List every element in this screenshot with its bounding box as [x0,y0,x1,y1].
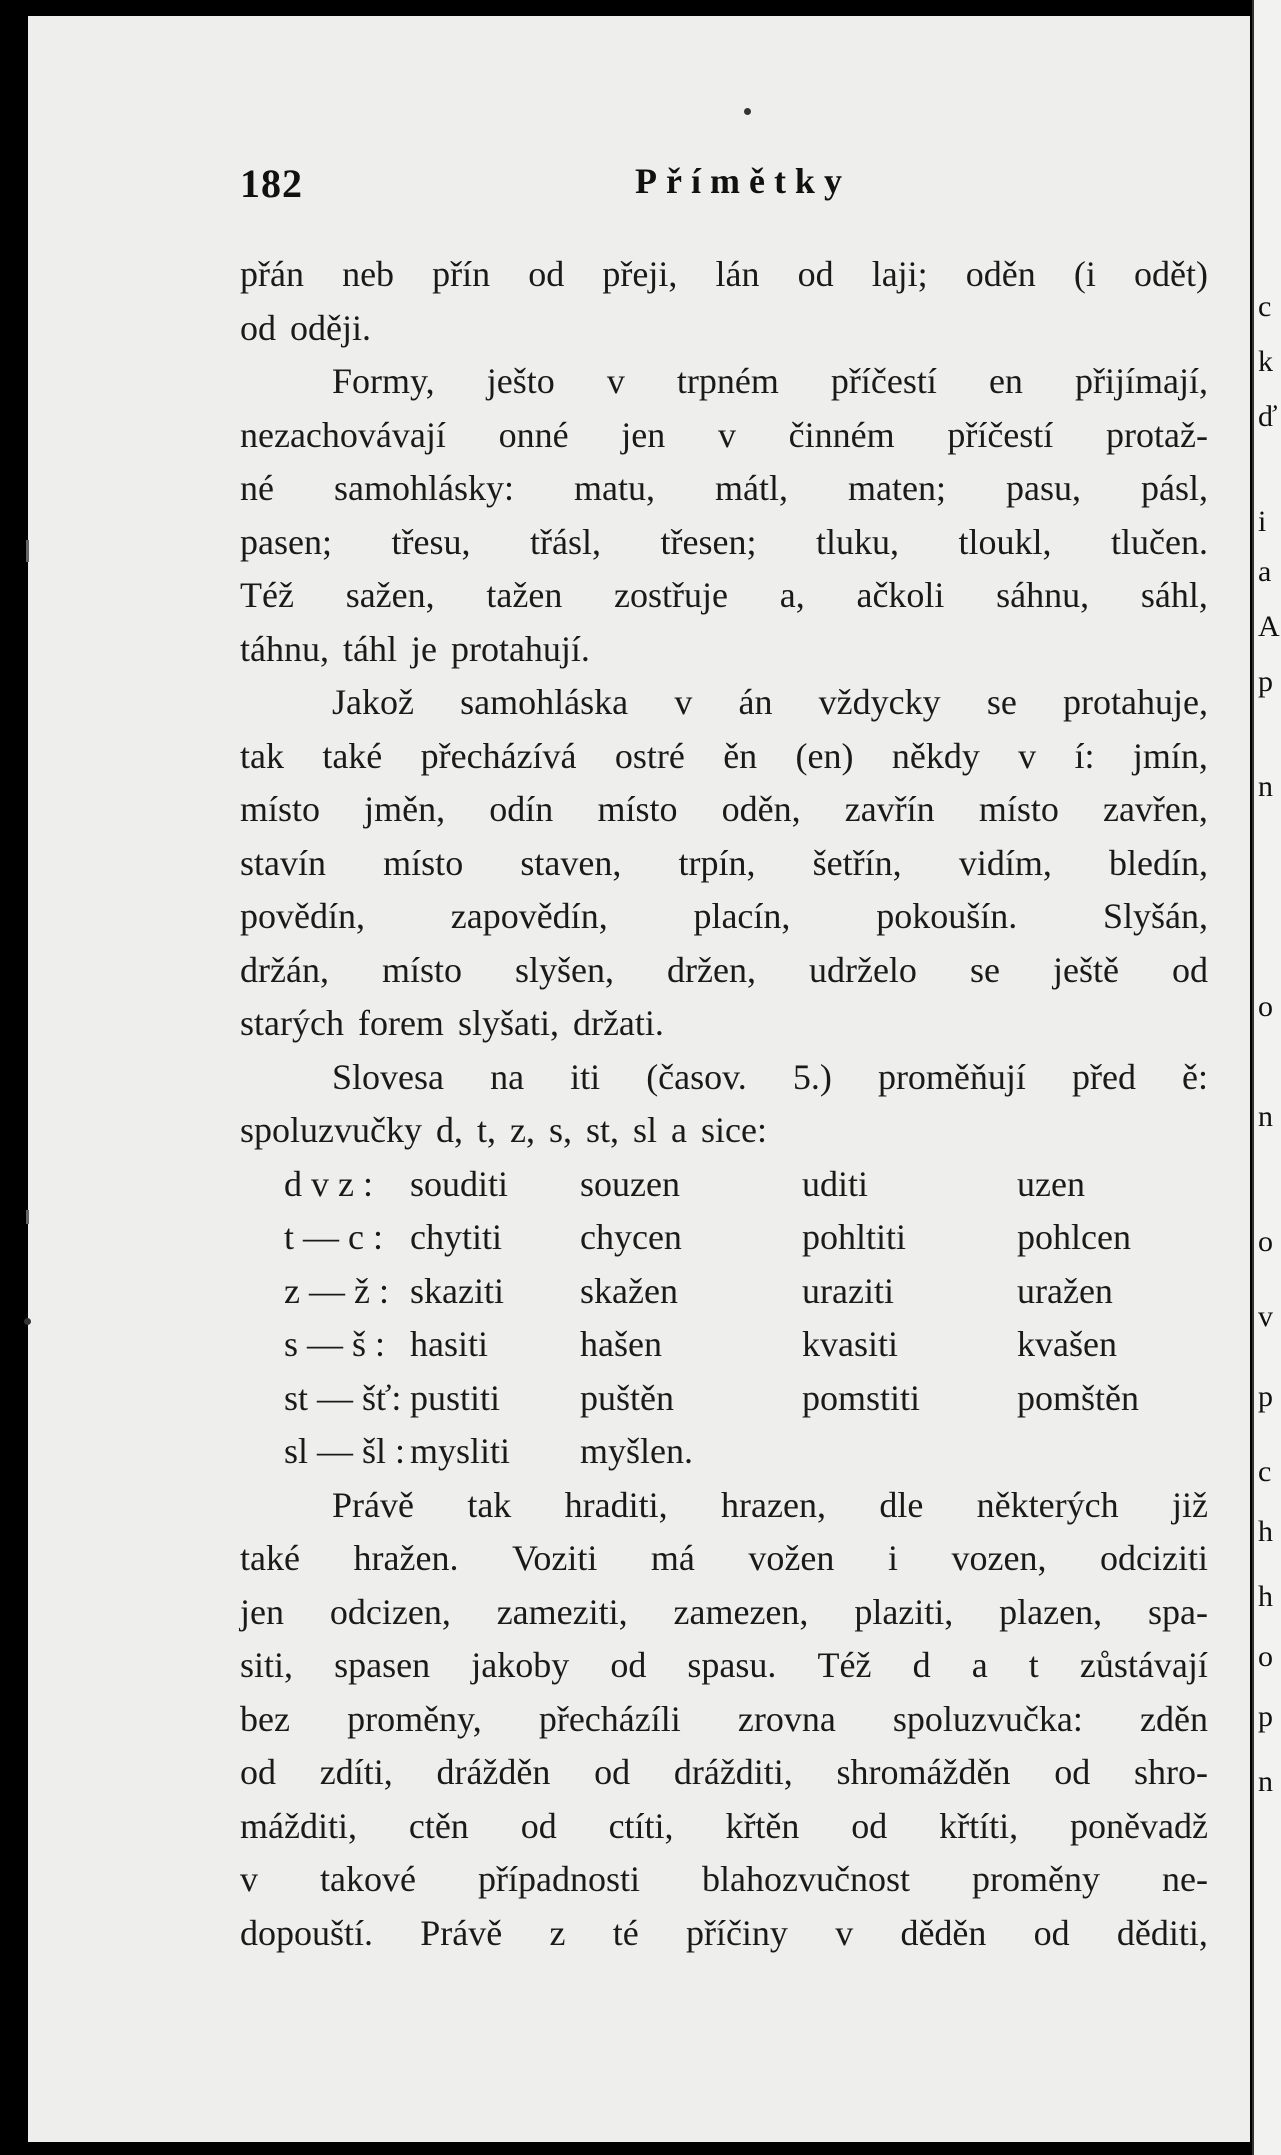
word: případnosti [478,1859,641,1899]
word: neb [342,254,395,294]
word: spoluzvučky [240,1110,422,1150]
word: forem [357,1003,444,1043]
word: 5.) [792,1056,832,1097]
word: placín, [693,896,791,936]
word: slyšen, [515,949,614,990]
word: zdíti, [319,1752,393,1792]
word: někdy [891,735,980,776]
word: vožen [748,1538,835,1578]
table-cell: souzen [580,1163,680,1204]
next-page-letter: p [1258,1380,1273,1413]
word: odciziti [1100,1538,1208,1578]
table-cell: puštěn [580,1377,674,1418]
word: né [240,468,274,508]
word: protaž- [1106,414,1208,455]
word: ctěn [408,1805,469,1846]
text-line [240,1800,1208,1854]
word: staven, [520,842,622,883]
word: sice: [701,1110,767,1150]
word: přán [240,254,304,294]
page-number: 182 [240,161,303,206]
next-page-letter: p [1258,665,1273,698]
word: drážditi, [673,1752,793,1792]
word: tloukl, [958,521,1052,562]
word: spa- [1148,1591,1208,1632]
text-line [240,1853,1208,1907]
table-cell: pustiti [410,1377,501,1418]
table-cell: uražen [1017,1270,1113,1311]
word: stavín [240,842,326,883]
word: od [1054,1752,1091,1792]
word: zostřuje [614,575,729,615]
next-page-letter: o [1258,1225,1273,1258]
word: a, [779,575,805,615]
word: držen, [667,949,756,990]
text-line [240,890,1208,944]
text-line [240,248,1208,302]
word: pokoušín. [876,896,1018,936]
word: (časov. [646,1056,747,1097]
word: zděn [1139,1698,1208,1739]
word: v [674,682,693,722]
table-cell: kvasiti [802,1324,898,1364]
text-line [240,302,1208,356]
word: ctíti, [608,1805,674,1846]
word: v [835,1912,854,1953]
table-cell: pomstiti [802,1377,921,1418]
word: ještě [1052,949,1119,990]
word: v [717,414,736,455]
word: Jakož [332,682,414,722]
word: pasu, [1005,468,1081,508]
table-cell: st — šť: [284,1377,402,1418]
word: jmín, [1132,735,1208,776]
text-line [240,1532,1208,1586]
word: místo [597,789,678,829]
word: laji; [871,254,928,294]
word: ačkoli [856,575,945,615]
table-cell: pohlcen [1017,1217,1131,1257]
word: onné [498,414,569,455]
word: od [528,254,565,294]
text-line [240,1693,1208,1747]
next-page-letter: v [1258,1300,1273,1333]
word: od [240,1752,276,1792]
word: samohlásky: [334,468,514,508]
word: již [1171,1484,1208,1525]
word: i [887,1538,898,1578]
table-cell: sl — šl : [284,1431,406,1471]
next-page-edge [1252,0,1281,2155]
text-line [240,623,1208,677]
word: táhl [342,628,397,669]
next-page-letter: h [1258,1580,1273,1613]
word: přijímají, [1075,361,1208,401]
word: třesen; [660,521,757,562]
word: slyšati, [457,1003,559,1043]
word: třásl, [529,521,601,562]
word: án [738,682,773,722]
next-page-letter: h [1258,1515,1273,1548]
word: drážděn [436,1752,551,1792]
word: je [410,628,437,669]
word: jen [621,414,666,455]
word: Formy, [332,361,435,401]
word: a [671,1110,687,1150]
word: se [969,949,1000,990]
text-line [240,1051,1208,1105]
word: d [912,1645,931,1685]
conjugation-table-row [240,1318,1208,1372]
word: oději. [290,307,371,348]
word: zapovědín, [450,896,608,936]
word: í: [1074,735,1095,776]
word: starých [240,1003,344,1043]
word: sáhnu, [996,575,1090,615]
word: jměn, [364,789,446,829]
word: tluku, [815,521,899,562]
table-cell [1017,1425,1217,1479]
word: spasu. [687,1645,777,1685]
word: od [594,1752,631,1792]
word: má [650,1538,695,1578]
word: před [1071,1056,1136,1097]
conjugation-table-row [240,1372,1208,1426]
text-line [240,783,1208,837]
left-edge-mark [26,540,29,562]
word: příčiny [685,1912,788,1953]
text-line [240,676,1208,730]
word: křtíti, [939,1805,1019,1846]
table-cell: skaziti [410,1270,504,1311]
table-cell: pohltiti [802,1217,907,1257]
word: příčestí [830,361,937,401]
word: od [240,307,276,348]
word: také [240,1538,300,1578]
text-line [240,1746,1208,1800]
word: spoluzvučka: [892,1698,1083,1739]
word: místo [240,789,321,829]
word: shro- [1133,1752,1208,1792]
word: udrželo [808,949,917,990]
word: matu, [574,468,655,508]
word: některých [976,1484,1119,1525]
word: sl [633,1110,658,1150]
word: ostré [614,735,685,776]
word: tlučen. [1111,521,1208,562]
word: zůstávají [1079,1645,1208,1685]
next-page-letter: A [1258,610,1280,643]
word: proměny, [347,1698,482,1739]
word: šetřín, [812,842,902,883]
word: činném [788,414,895,455]
word: přecházíli [538,1698,681,1739]
table-cell: uditi [802,1163,869,1204]
word: nezachovávají [240,414,446,455]
text-line [240,730,1208,784]
word: poněvadž [1070,1805,1208,1846]
next-page-letter: n [1258,1765,1273,1798]
next-page-letter: i [1258,505,1267,538]
word: zavřen, [1102,789,1208,829]
word: od [1171,949,1208,990]
word: iti [570,1056,601,1097]
table-cell: s — š : [284,1324,386,1364]
word: držati. [572,1003,664,1043]
next-page-letter: c [1258,290,1272,323]
word: ne- [1162,1859,1208,1899]
word: ěn [723,735,758,776]
word: bledín, [1109,842,1208,883]
word: Též [240,575,294,615]
word: t [1028,1645,1039,1685]
word: bez [240,1698,290,1739]
next-page-letter: ď [1258,400,1278,433]
word: mátl, [715,468,788,508]
table-cell: chycen [580,1217,682,1257]
word: protahuje, [1063,682,1208,722]
word: z [549,1912,566,1953]
word: dle [879,1484,924,1525]
word: zamezen, [673,1591,809,1632]
next-page-letter: p [1258,1700,1273,1733]
word: od [851,1805,888,1846]
word: v [606,361,625,401]
word: od [1033,1912,1070,1953]
word: protahují. [450,628,590,669]
word: a [971,1645,988,1685]
table-cell: myšlen. [580,1431,693,1471]
word: oděn, [721,789,801,829]
word: tažen [486,575,563,615]
table-cell: chytiti [410,1217,502,1257]
word: proměňují [877,1056,1026,1097]
word: vždycky [818,682,941,722]
table-cell: z — ž : [284,1270,389,1311]
text-line [240,516,1208,570]
word: mážditi, [240,1805,357,1846]
left-edge-mark [26,1210,29,1224]
word: zavřín [844,789,935,829]
ink-speck [24,1318,31,1325]
ink-speck [744,108,751,115]
word: trpín, [678,842,756,883]
word: hražen. [353,1538,459,1578]
word: vozen, [951,1538,1047,1578]
word: se [986,682,1017,722]
next-page-letter: a [1258,555,1272,588]
word: vidím, [958,842,1052,883]
text-line [240,944,1208,998]
word: maten; [848,468,946,508]
word: oděn [965,254,1036,294]
word: od [610,1645,647,1685]
word: Voziti [512,1538,598,1578]
word: tak [467,1484,512,1525]
table-cell: skažen [580,1270,678,1311]
next-page-letter: o [1258,990,1273,1023]
word: držán, [240,949,329,990]
word: v [240,1859,258,1899]
word: povědín, [240,896,365,936]
word: ješto [486,361,555,401]
word: proměny [972,1859,1100,1899]
word: třesu, [391,521,471,562]
word: odět) [1134,254,1208,294]
word: přeji, [602,254,678,294]
word: plazen, [999,1591,1103,1632]
table-cell: d v z : [284,1163,373,1204]
word: přín [432,254,491,294]
word: lán [715,254,760,294]
next-page-letter: o [1258,1640,1273,1673]
word: (en) [795,735,854,776]
word: sáhl, [1140,575,1208,615]
word: odcizen, [329,1591,451,1632]
text-line [240,1479,1208,1533]
word: dopouští. [240,1912,374,1953]
text-line [240,1639,1208,1693]
table-cell: t — c : [284,1217,383,1257]
word: takové [320,1859,416,1899]
word: blahozvučnost [702,1859,910,1899]
table-cell: hasiti [410,1324,488,1364]
word: sažen, [345,575,435,615]
text-line [240,409,1208,463]
conjugation-table-row [240,1158,1208,1212]
word: (i [1073,254,1096,294]
table-cell: kvašen [1017,1324,1117,1364]
word: jen [240,1591,284,1632]
text-line [240,997,1208,1051]
conjugation-table-row [240,1211,1208,1265]
word: Též [817,1645,872,1685]
word: místo [381,949,462,990]
word: Právě [420,1912,503,1953]
word: odín [489,789,554,829]
running-title: Přímětky [635,161,851,201]
table-cell: hašen [580,1324,662,1364]
word: také [322,735,383,776]
text-line [240,462,1208,516]
word: samohláska [460,682,629,722]
table-cell: uzen [1017,1163,1085,1204]
conjugation-table-row [240,1425,1208,1479]
word: siti, [240,1645,294,1685]
word: místo [383,842,464,883]
text-line [240,1907,1208,1961]
text-line [240,355,1208,409]
word: Právě [332,1484,414,1525]
page-gutter-line [1252,0,1254,2155]
word: zrovna [737,1698,836,1739]
text-line [240,837,1208,891]
word: místo [978,789,1059,829]
word: spasen [334,1645,431,1685]
text-line [240,569,1208,623]
word: děděn [900,1912,987,1953]
word: od [520,1805,557,1846]
word: hrazen, [721,1484,826,1525]
word: pásl, [1141,468,1208,508]
page-body-text [240,248,1208,1960]
word: pasen; [240,521,332,562]
next-page-letter: c [1258,1455,1272,1488]
word: tak [240,735,284,776]
word: křtěn [725,1805,800,1846]
word: z, [509,1110,535,1150]
table-cell: souditi [410,1163,509,1204]
next-page-letter: n [1258,1100,1273,1133]
word: d, [435,1110,463,1150]
word: en [988,361,1023,401]
text-line [240,1586,1208,1640]
word: s, [548,1110,572,1150]
conjugation-table-row [240,1265,1208,1319]
word: shromážděn [836,1752,1011,1792]
word: st, [585,1110,619,1150]
word: jakoby [471,1645,570,1685]
word: na [490,1056,525,1097]
word: té [612,1912,639,1953]
next-page-letter: n [1258,770,1273,803]
word: plaziti, [854,1591,954,1632]
word: táhnu, [240,628,329,669]
table-cell: mysliti [410,1431,511,1471]
word: Slyšán, [1102,896,1208,936]
word: trpném [676,361,779,401]
word: t, [476,1110,496,1150]
next-page-letter: k [1258,345,1273,378]
table-cell [802,1425,1017,1479]
word: přecházívá [420,735,577,776]
word: hraditi, [564,1484,668,1525]
word: děditi, [1116,1912,1208,1953]
word: příčestí [947,414,1054,455]
table-cell: pomštěn [1017,1377,1139,1418]
text-line [240,1104,1208,1158]
table-cell: uraziti [802,1270,894,1311]
word: ě: [1182,1056,1208,1097]
word: od [797,254,834,294]
word: zameziti, [496,1591,628,1632]
word: Slovesa [332,1056,444,1097]
word: v [1018,735,1037,776]
